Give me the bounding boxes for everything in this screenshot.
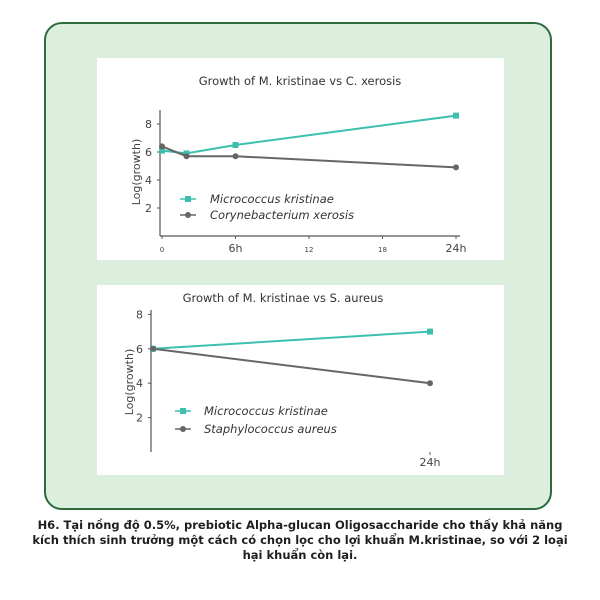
chart2-series-line-1 bbox=[153, 332, 430, 349]
chart2-y-axis-label: Log(growth) bbox=[123, 348, 136, 416]
chart1-y-axis-label: Log(growth) bbox=[130, 138, 143, 206]
chart2-y-tick-label: 2 bbox=[136, 411, 143, 425]
chart1-y-tick-label: 4 bbox=[145, 174, 152, 187]
chart2-title: Growth of M. kristinae vs S. aureus bbox=[182, 291, 384, 305]
chart2-y-tick-label: 6 bbox=[136, 342, 143, 356]
chart1-legend-label-1: Micrococcus kristinae bbox=[210, 192, 334, 206]
chart1-series-line-1 bbox=[162, 116, 456, 154]
chart1-x-tick-label: 6h bbox=[228, 242, 243, 255]
chart1-legend-marker-2 bbox=[185, 212, 191, 218]
chart1-point-2 bbox=[453, 164, 459, 170]
chart1-legend-marker-1 bbox=[185, 196, 191, 202]
chart1-title: Growth of M. kristinae vs C. xerosis bbox=[198, 74, 402, 88]
chart2-x-tick-label: 24h bbox=[419, 456, 441, 469]
chart2-point-2 bbox=[427, 380, 433, 386]
caption-line-2: kích thích sinh trưởng một cách có chọn lọc cho lợi khuẩn M.kristinae, so với 2 loại bbox=[32, 533, 568, 547]
chart2-point-2 bbox=[150, 346, 156, 352]
chart1-point-1 bbox=[233, 142, 239, 148]
chart1-x-tick-label: 0 bbox=[159, 246, 165, 254]
chart2-series-line-2 bbox=[153, 349, 430, 383]
caption-line-1: H6. Tại nồng độ 0.5%, prebiotic Alpha-glucan Oligosaccharide cho thấy khả năng bbox=[37, 518, 563, 532]
chart1-y-tick-label: 8 bbox=[145, 118, 152, 131]
chart1-point-2 bbox=[159, 143, 165, 149]
chart2-legend-marker-2 bbox=[180, 426, 186, 432]
chart1-x-tick-label: 18 bbox=[378, 246, 387, 254]
chart2-legend-label-1: Micrococcus kristinae bbox=[204, 404, 328, 418]
chart1-legend-label-2: Corynebacterium xerosis bbox=[210, 208, 355, 222]
chart1-x-tick-label: 12 bbox=[304, 246, 314, 254]
chart1-x-tick-label: 24h bbox=[445, 242, 467, 255]
caption-line-3: hại khuẩn còn lại. bbox=[242, 548, 358, 562]
chart1-point-2 bbox=[233, 153, 239, 159]
chart1-y-tick-label: 2 bbox=[145, 202, 152, 215]
chart2-legend-marker-1 bbox=[180, 408, 186, 414]
chart1-y-tick-label: 6 bbox=[145, 146, 152, 159]
chart2-y-tick-label: 8 bbox=[136, 308, 143, 322]
chart2-y-tick-label: 4 bbox=[136, 377, 143, 391]
chart2-point-1 bbox=[427, 329, 433, 335]
figure-caption bbox=[30, 518, 570, 563]
chart1-point-2 bbox=[184, 153, 190, 159]
chart1-point-1 bbox=[453, 113, 459, 119]
chart2-legend-label-2: Staphylococcus aureus bbox=[204, 422, 337, 436]
